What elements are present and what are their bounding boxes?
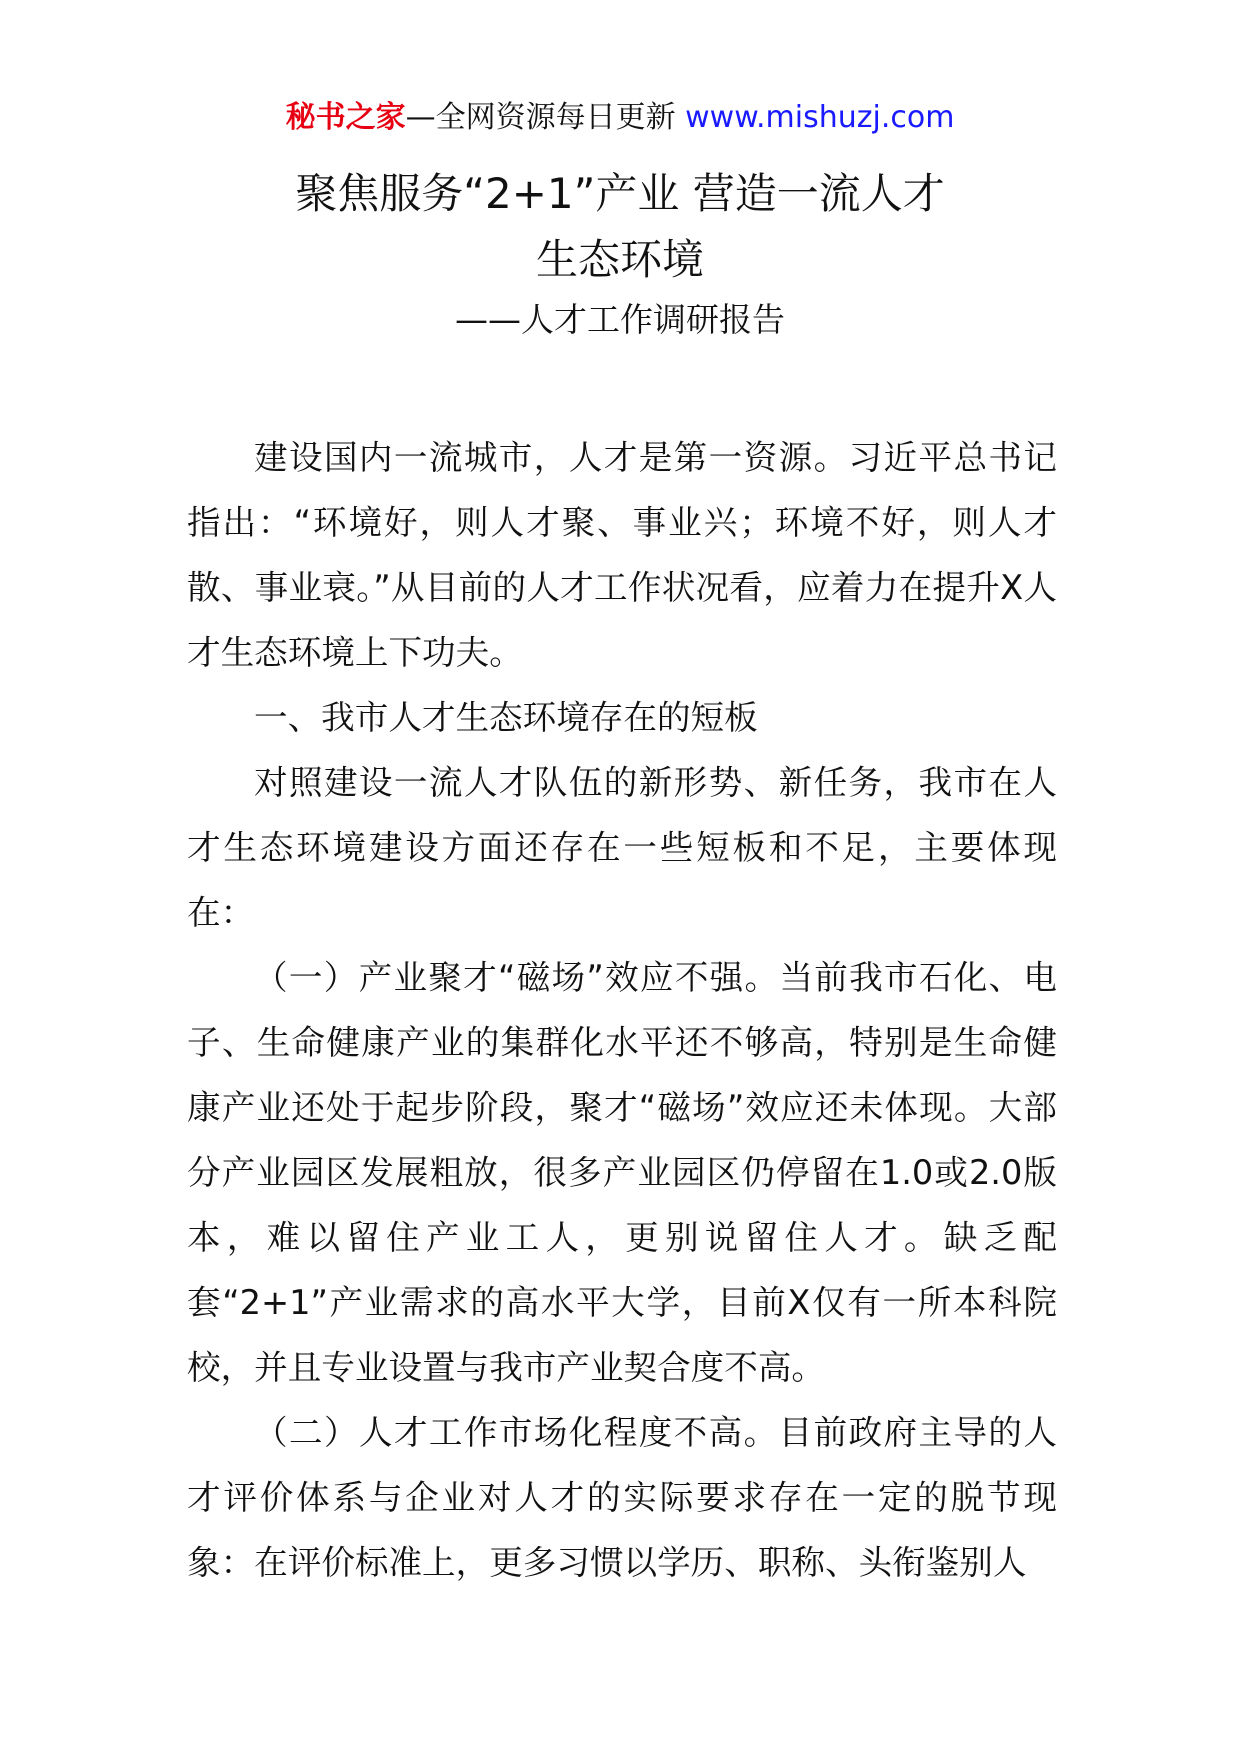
brand-name: 秘书之家	[285, 100, 406, 135]
document-title-line-1: 聚焦服务“2+1”产业 营造一流人才	[295, 169, 945, 218]
site-banner	[0, 98, 1240, 138]
document-subtitle: ——人才工作调研报告	[455, 300, 785, 339]
section-heading-1: 一、我市人才生态环境存在的短板	[254, 698, 758, 737]
document-title-line-2: 生态环境	[535, 235, 704, 284]
banner-slogan: —全网资源每日更新	[405, 100, 686, 135]
document-body	[187, 425, 1057, 1595]
website-link[interactable]: www.mishuzj.com	[685, 100, 955, 135]
paragraph-point-1: （一）产业聚才“磁场”效应不强。当前我市石化、电子、生命健康产业的集群化水平还不够高，特别是生命健康产业还处于起步阶段，聚才“磁场”效应还未体现。大部分产业园区发展粗放，很多产业园区仍停留在1.0或2.0版本，难以留住产业工人，更别说留住人才。缺乏配套“2+1”产业需求的高水平大学，目前X仅有一所本科院校，并且专业设置与我市产业契合度不高。	[187, 958, 1057, 1387]
paragraph-overview: 对照建设一流人才队伍的新形势、新任务，我市在人才生态环境建设方面还存在一些短板和不足，主要体现在：	[187, 763, 1057, 932]
paragraph-point-2: （二）人才工作市场化程度不高。目前政府主导的人才评价体系与企业对人才的实际要求存在一定的脱节现象：在评价标准上，更多习惯以学历、职称、头衔鉴别人	[187, 1413, 1057, 1582]
paragraph-intro: 建设国内一流城市，人才是第一资源。习近平总书记指出：“环境好，则人才聚、事业兴；环境不好，则人才散、事业衰。”从目前的人才工作状况看，应着力在提升X人才生态环境上下功夫。	[187, 438, 1057, 672]
